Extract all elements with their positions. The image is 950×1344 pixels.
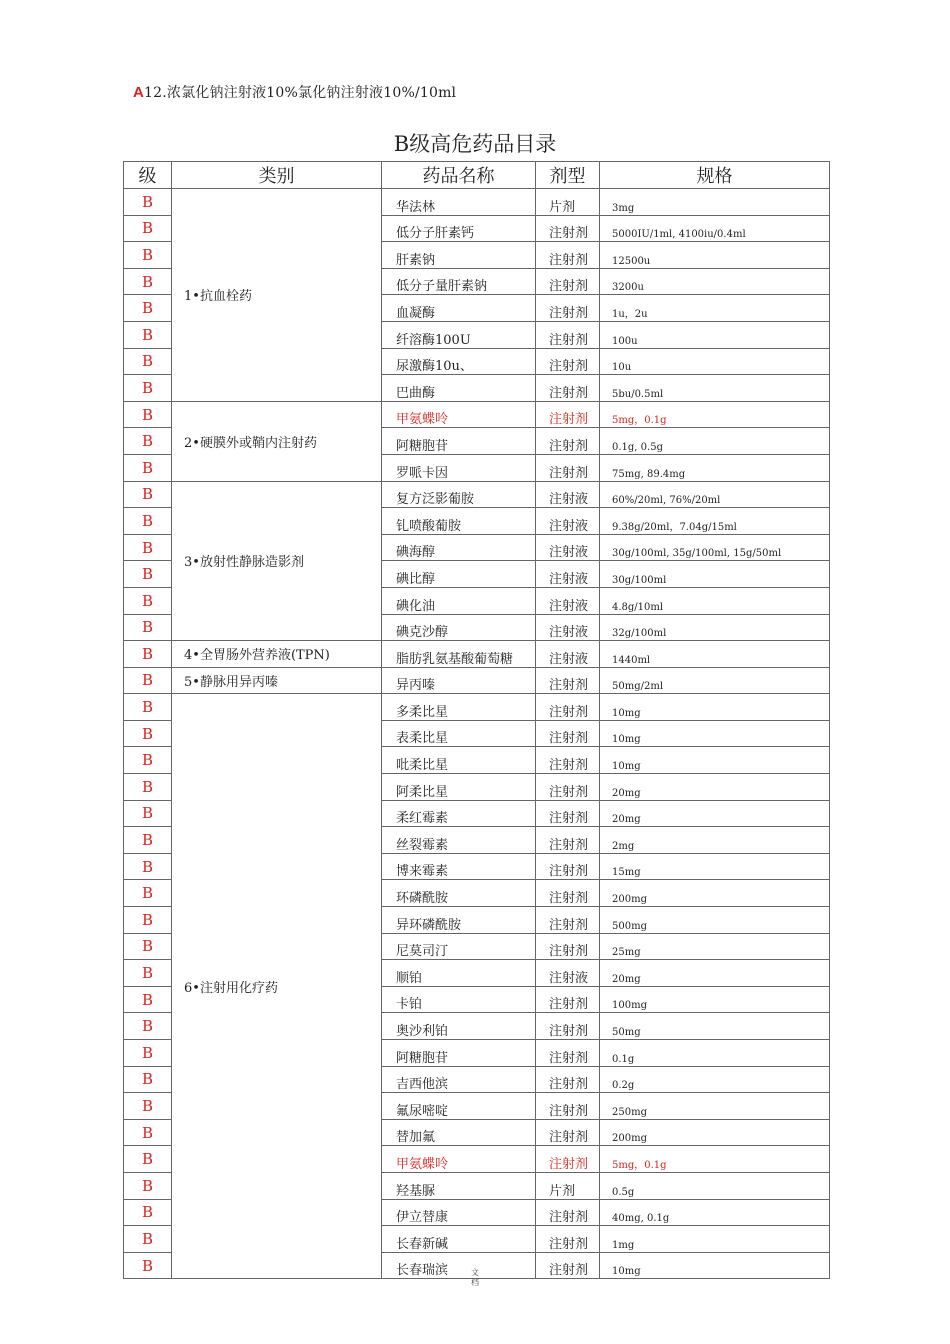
specification-cell: 10mg bbox=[600, 694, 830, 721]
level-cell: B bbox=[124, 1093, 172, 1120]
category-cell: 4•全胃肠外营养液(TPN) bbox=[172, 641, 382, 668]
level-cell: B bbox=[124, 561, 172, 588]
drug-name-cell: 碘比醇 bbox=[382, 561, 536, 588]
dosage-form-cell: 注射剂 bbox=[536, 720, 600, 747]
specification-cell: 0.5g bbox=[600, 1172, 830, 1199]
category-cell: 3•放射性静脉造影剂 bbox=[172, 481, 382, 641]
level-cell: B bbox=[124, 667, 172, 694]
level-cell: B bbox=[124, 1066, 172, 1093]
drug-name-cell: 博来霉素 bbox=[382, 853, 536, 880]
specification-cell: 12500u bbox=[600, 242, 830, 269]
table-row bbox=[124, 481, 830, 508]
specification-cell: 3mg bbox=[600, 189, 830, 216]
specification-cell: 1440ml bbox=[600, 641, 830, 668]
drug-name-cell: 肝素钠 bbox=[382, 242, 536, 269]
drug-name-cell: 羟基脲 bbox=[382, 1172, 536, 1199]
specification-cell: 100mg bbox=[600, 986, 830, 1013]
drug-name-cell: 碘化油 bbox=[382, 587, 536, 614]
drug-name-cell: 脂肪乳氨基酸葡萄糖 bbox=[382, 641, 536, 668]
drug-name-cell: 阿柔比星 bbox=[382, 774, 536, 801]
dosage-form-cell: 注射剂 bbox=[536, 242, 600, 269]
level-cell: B bbox=[124, 614, 172, 641]
dosage-form-cell: 注射剂 bbox=[536, 401, 600, 428]
header-drug-name: 药品名称 bbox=[382, 162, 536, 189]
specification-cell: 10mg bbox=[600, 747, 830, 774]
level-cell: B bbox=[124, 401, 172, 428]
dosage-form-cell: 注射剂 bbox=[536, 774, 600, 801]
drug-name-cell: 吉西他滨 bbox=[382, 1066, 536, 1093]
drug-name-cell: 阿糖胞苷 bbox=[382, 1040, 536, 1067]
specification-cell: 20mg bbox=[600, 774, 830, 801]
dosage-form-cell: 片剂 bbox=[536, 189, 600, 216]
specification-cell: 1mg bbox=[600, 1226, 830, 1253]
table-row bbox=[124, 667, 830, 694]
drug-name-cell: 环磷酰胺 bbox=[382, 880, 536, 907]
level-cell: B bbox=[124, 454, 172, 481]
a-level-item-line bbox=[133, 82, 456, 102]
drug-name-cell: 低分子量肝素钠 bbox=[382, 268, 536, 295]
drug-name-cell: 异环磷酰胺 bbox=[382, 907, 536, 934]
specification-cell: 20mg bbox=[600, 800, 830, 827]
drug-name-cell: 血凝酶 bbox=[382, 295, 536, 322]
dosage-form-cell: 注射剂 bbox=[536, 1119, 600, 1146]
header-category: 类别 bbox=[172, 162, 382, 189]
level-cell: B bbox=[124, 1252, 172, 1279]
specification-cell: 30g/100ml, 35g/100ml, 15g/50ml bbox=[600, 534, 830, 561]
drug-name-cell: 纤溶酶100U bbox=[382, 321, 536, 348]
drug-name-cell: 碘海醇 bbox=[382, 534, 536, 561]
drug-name-cell: 巴曲酶 bbox=[382, 375, 536, 402]
table-row bbox=[124, 189, 830, 216]
drug-name-cell: 阿糖胞苷 bbox=[382, 428, 536, 455]
drug-name-cell: 低分子肝素钙 bbox=[382, 215, 536, 242]
dosage-form-cell: 片剂 bbox=[536, 1172, 600, 1199]
dosage-form-cell: 注射剂 bbox=[536, 1040, 600, 1067]
specification-cell: 100u bbox=[600, 321, 830, 348]
specification-cell: 5bu/0.5ml bbox=[600, 375, 830, 402]
level-cell: B bbox=[124, 986, 172, 1013]
level-cell: B bbox=[124, 1013, 172, 1040]
drug-name-cell: 长春瑞滨 bbox=[382, 1252, 536, 1279]
drug-name-cell: 伊立替康 bbox=[382, 1199, 536, 1226]
dosage-form-cell: 注射剂 bbox=[536, 375, 600, 402]
level-cell: B bbox=[124, 1199, 172, 1226]
dosage-form-cell: 注射液 bbox=[536, 481, 600, 508]
drug-name-cell: 异丙嗪 bbox=[382, 667, 536, 694]
drug-name-cell: 碘克沙醇 bbox=[382, 614, 536, 641]
specification-cell: 75mg, 89.4mg bbox=[600, 454, 830, 481]
specification-cell: 25mg bbox=[600, 933, 830, 960]
specification-cell: 1u，2u bbox=[600, 295, 830, 322]
level-cell: B bbox=[124, 348, 172, 375]
category-cell: 2•硬膜外或鞘内注射药 bbox=[172, 401, 382, 481]
level-cell: B bbox=[124, 215, 172, 242]
specification-cell: 5mg，0.1g bbox=[600, 1146, 830, 1173]
dosage-form-cell: 注射液 bbox=[536, 508, 600, 535]
level-cell: B bbox=[124, 641, 172, 668]
specification-cell: 10mg bbox=[600, 720, 830, 747]
drug-name-cell: 甲氨蝶呤 bbox=[382, 1146, 536, 1173]
category-cell: 6•注射用化疗药 bbox=[172, 694, 382, 1279]
level-cell: B bbox=[124, 587, 172, 614]
level-cell: B bbox=[124, 1040, 172, 1067]
specification-cell: 9.38g/20ml，7.04g/15ml bbox=[600, 508, 830, 535]
category-cell: 5•静脉用异丙嗪 bbox=[172, 667, 382, 694]
drug-name-cell: 钆喷酸葡胺 bbox=[382, 508, 536, 535]
dosage-form-cell: 注射剂 bbox=[536, 1226, 600, 1253]
dosage-form-cell: 注射剂 bbox=[536, 907, 600, 934]
drug-name-cell: 复方泛影葡胺 bbox=[382, 481, 536, 508]
dosage-form-cell: 注射剂 bbox=[536, 800, 600, 827]
level-cell: B bbox=[124, 827, 172, 854]
drug-name-cell: 尼莫司汀 bbox=[382, 933, 536, 960]
drug-name-cell: 丝裂霉素 bbox=[382, 827, 536, 854]
drug-name-cell: 表柔比星 bbox=[382, 720, 536, 747]
dosage-form-cell: 注射液 bbox=[536, 587, 600, 614]
dosage-form-cell: 注射剂 bbox=[536, 880, 600, 907]
drug-name-cell: 华法林 bbox=[382, 189, 536, 216]
level-cell: B bbox=[124, 907, 172, 934]
specification-cell: 50mg bbox=[600, 1013, 830, 1040]
dosage-form-cell: 注射剂 bbox=[536, 428, 600, 455]
drug-name-cell: 柔红霉素 bbox=[382, 800, 536, 827]
table-header-row bbox=[124, 162, 830, 189]
level-cell: B bbox=[124, 375, 172, 402]
dosage-form-cell: 注射剂 bbox=[536, 986, 600, 1013]
specification-cell: 32g/100ml bbox=[600, 614, 830, 641]
level-cell: B bbox=[124, 534, 172, 561]
drug-name-cell: 罗哌卡因 bbox=[382, 454, 536, 481]
level-cell: B bbox=[124, 1146, 172, 1173]
specification-cell: 200mg bbox=[600, 880, 830, 907]
table-row bbox=[124, 401, 830, 428]
specification-cell: 40mg, 0.1g bbox=[600, 1199, 830, 1226]
table-row bbox=[124, 694, 830, 721]
level-cell: B bbox=[124, 242, 172, 269]
drug-name-cell: 多柔比星 bbox=[382, 694, 536, 721]
dosage-form-cell: 注射液 bbox=[536, 534, 600, 561]
level-cell: B bbox=[124, 508, 172, 535]
category-cell: 1•抗血栓药 bbox=[172, 189, 382, 402]
level-cell: B bbox=[124, 1226, 172, 1253]
level-cell: B bbox=[124, 428, 172, 455]
drug-name-cell: 卡铂 bbox=[382, 986, 536, 1013]
a-level-item-text: 12.浓氯化钠注射液10%氯化钠注射液10%/10ml bbox=[144, 85, 457, 101]
dosage-form-cell: 注射液 bbox=[536, 960, 600, 987]
drug-name-cell: 吡柔比星 bbox=[382, 747, 536, 774]
specification-cell: 50mg/2ml bbox=[600, 667, 830, 694]
dosage-form-cell: 注射剂 bbox=[536, 1252, 600, 1279]
dosage-form-cell: 注射剂 bbox=[536, 694, 600, 721]
drug-name-cell: 甲氨蝶呤 bbox=[382, 401, 536, 428]
dosage-form-cell: 注射剂 bbox=[536, 853, 600, 880]
level-cell: B bbox=[124, 853, 172, 880]
specification-cell: 2mg bbox=[600, 827, 830, 854]
specification-cell: 250mg bbox=[600, 1093, 830, 1120]
specification-cell: 0.1g bbox=[600, 1040, 830, 1067]
specification-cell: 15mg bbox=[600, 853, 830, 880]
level-cell: B bbox=[124, 960, 172, 987]
specification-cell: 30g/100ml bbox=[600, 561, 830, 588]
dosage-form-cell: 注射剂 bbox=[536, 295, 600, 322]
drug-table bbox=[123, 161, 830, 1279]
specification-cell: 10mg bbox=[600, 1252, 830, 1279]
level-cell: B bbox=[124, 933, 172, 960]
specification-cell: 200mg bbox=[600, 1119, 830, 1146]
dosage-form-cell: 注射剂 bbox=[536, 747, 600, 774]
specification-cell: 0.2g bbox=[600, 1066, 830, 1093]
level-cell: B bbox=[124, 189, 172, 216]
specification-cell: 5mg，0.1g bbox=[600, 401, 830, 428]
level-cell: B bbox=[124, 800, 172, 827]
dosage-form-cell: 注射剂 bbox=[536, 454, 600, 481]
header-specification: 规格 bbox=[600, 162, 830, 189]
specification-cell: 60%/20ml, 76%/20ml bbox=[600, 481, 830, 508]
level-cell: B bbox=[124, 720, 172, 747]
specification-cell: 3200u bbox=[600, 268, 830, 295]
table-row bbox=[124, 641, 830, 668]
dosage-form-cell: 注射液 bbox=[536, 561, 600, 588]
footer-line-1: 文 bbox=[471, 1268, 479, 1277]
specification-cell: 20mg bbox=[600, 960, 830, 987]
level-cell: B bbox=[124, 694, 172, 721]
specification-cell: 0.1g, 0.5g bbox=[600, 428, 830, 455]
table-body bbox=[124, 189, 830, 1279]
dosage-form-cell: 注射剂 bbox=[536, 321, 600, 348]
dosage-form-cell: 注射剂 bbox=[536, 348, 600, 375]
specification-cell: 4.8g/10ml bbox=[600, 587, 830, 614]
dosage-form-cell: 注射剂 bbox=[536, 268, 600, 295]
drug-name-cell: 奥沙利铂 bbox=[382, 1013, 536, 1040]
dosage-form-cell: 注射剂 bbox=[536, 933, 600, 960]
level-cell: B bbox=[124, 295, 172, 322]
level-cell: B bbox=[124, 321, 172, 348]
drug-name-cell: 尿激酶10u、 bbox=[382, 348, 536, 375]
header-dosage-form: 剂型 bbox=[536, 162, 600, 189]
dosage-form-cell: 注射剂 bbox=[536, 1066, 600, 1093]
dosage-form-cell: 注射剂 bbox=[536, 1013, 600, 1040]
specification-cell: 10u bbox=[600, 348, 830, 375]
level-cell: B bbox=[124, 1172, 172, 1199]
level-cell: B bbox=[124, 1119, 172, 1146]
level-cell: B bbox=[124, 268, 172, 295]
dosage-form-cell: 注射剂 bbox=[536, 1199, 600, 1226]
a-level-marker: A bbox=[133, 84, 145, 101]
drug-name-cell: 氟尿嘧啶 bbox=[382, 1093, 536, 1120]
dosage-form-cell: 注射剂 bbox=[536, 215, 600, 242]
footer-line-2: 档 bbox=[471, 1278, 479, 1287]
dosage-form-cell: 注射液 bbox=[536, 614, 600, 641]
level-cell: B bbox=[124, 774, 172, 801]
drug-name-cell: 长春新碱 bbox=[382, 1226, 536, 1253]
dosage-form-cell: 注射液 bbox=[536, 641, 600, 668]
header-level: 级 bbox=[124, 162, 172, 189]
dosage-form-cell: 注射剂 bbox=[536, 1146, 600, 1173]
level-cell: B bbox=[124, 481, 172, 508]
specification-cell: 5000IU/1ml, 4100iu/0.4ml bbox=[600, 215, 830, 242]
level-cell: B bbox=[124, 880, 172, 907]
drug-name-cell: 替加氟 bbox=[382, 1119, 536, 1146]
dosage-form-cell: 注射剂 bbox=[536, 667, 600, 694]
drug-name-cell: 顺铂 bbox=[382, 960, 536, 987]
page-title: B级高危药品目录 bbox=[393, 132, 557, 156]
dosage-form-cell: 注射剂 bbox=[536, 1093, 600, 1120]
level-cell: B bbox=[124, 747, 172, 774]
dosage-form-cell: 注射剂 bbox=[536, 827, 600, 854]
specification-cell: 500mg bbox=[600, 907, 830, 934]
page-footer bbox=[0, 1268, 950, 1288]
